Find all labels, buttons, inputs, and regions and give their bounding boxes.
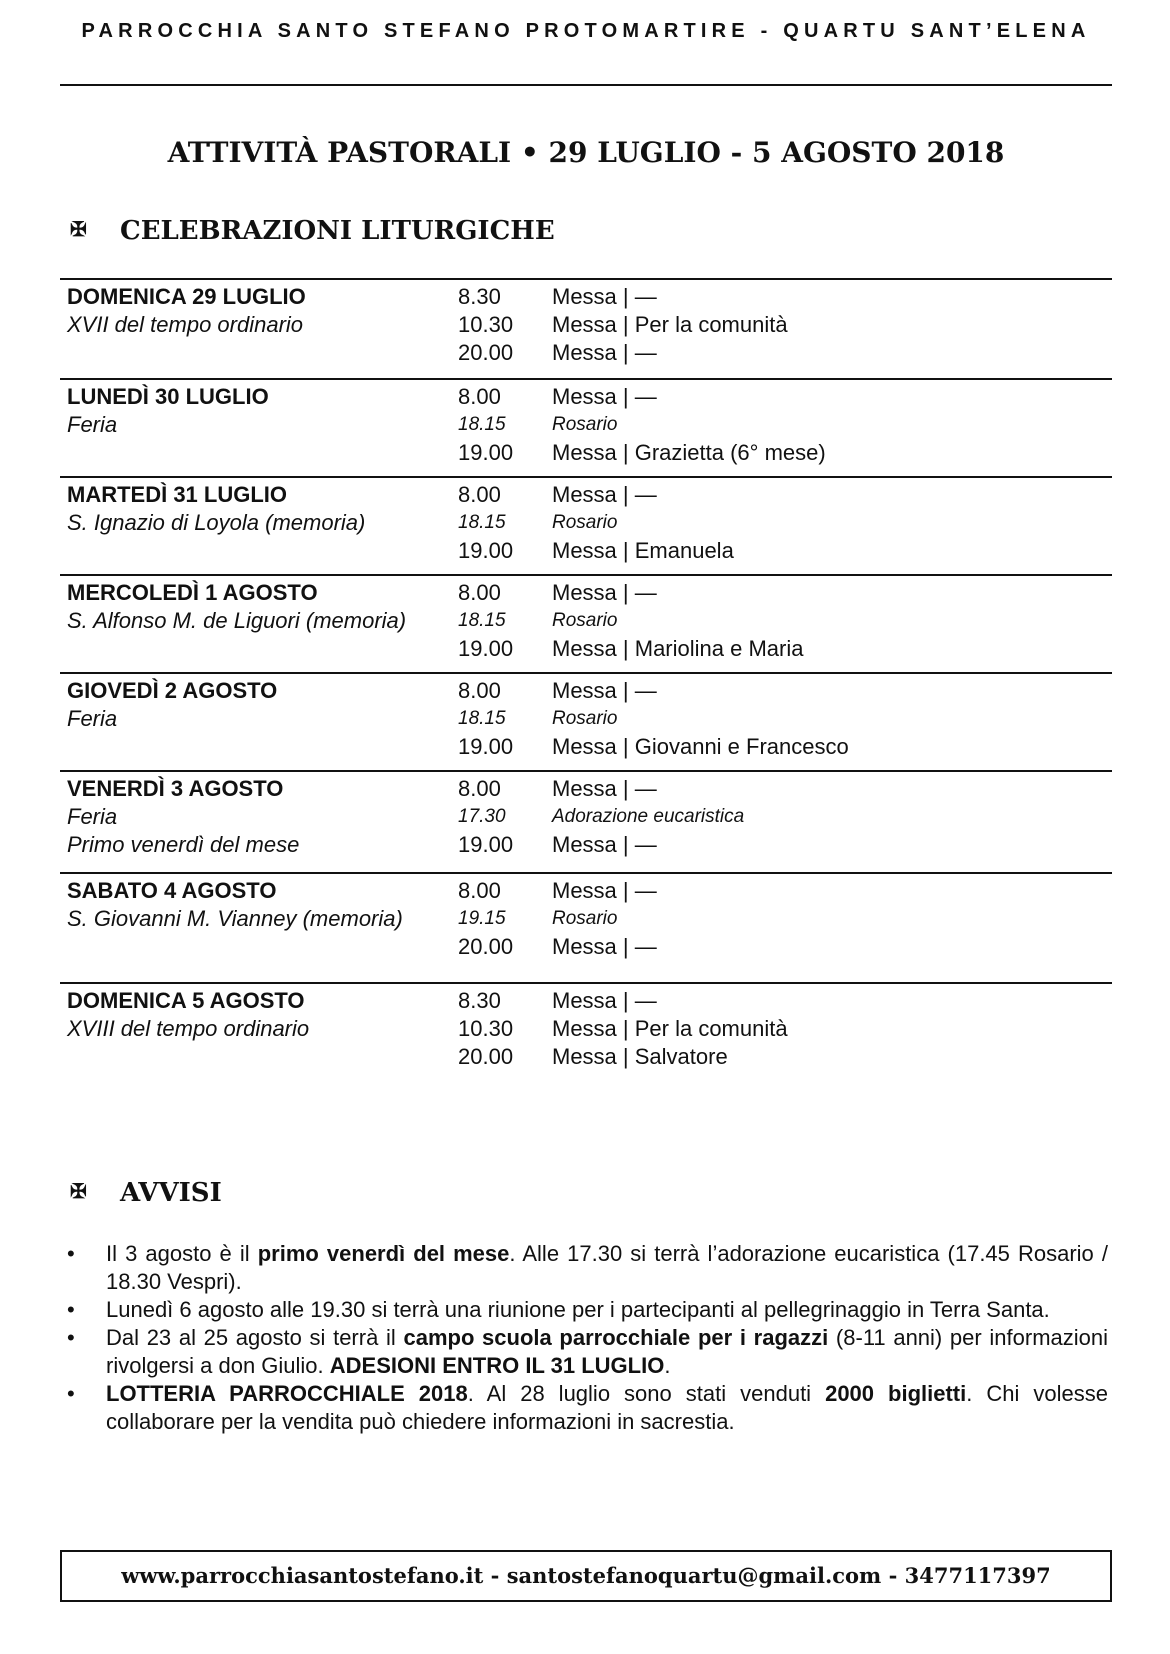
event-devotion: Rosario bbox=[552, 708, 618, 729]
event-mass: Messa | — bbox=[552, 988, 657, 1013]
schedule-row bbox=[67, 987, 1107, 1015]
notice-emphasis: LOTTERIA PARROCCHIALE 2018 bbox=[106, 1381, 468, 1406]
event-time: 8.00 bbox=[458, 776, 501, 801]
section-heading-celebrazioni bbox=[70, 216, 555, 246]
section-title: AVVISI bbox=[120, 1178, 222, 1208]
event-time: 19.00 bbox=[458, 538, 514, 563]
notice-item bbox=[64, 1240, 1108, 1296]
liturgical-note: Feria bbox=[67, 412, 118, 437]
maltese-cross-icon: ✠ bbox=[70, 1179, 87, 1203]
event-time: 19.00 bbox=[458, 636, 514, 661]
event-devotion: Rosario bbox=[552, 512, 618, 533]
notice-item bbox=[64, 1296, 1108, 1324]
section-heading-avvisi bbox=[70, 1178, 222, 1208]
notice-text: . bbox=[664, 1353, 671, 1378]
schedule-row bbox=[67, 933, 1107, 961]
event-time: 8.00 bbox=[458, 384, 501, 409]
notice-text: . Chi volesse collaborare per la vendita può chiedere informazioni in sacrestia. bbox=[106, 1381, 1108, 1434]
event-time: 8.30 bbox=[458, 988, 501, 1013]
notice-text: . Alle 17.30 si terrà l’adorazione eucaristica (17.45 Rosario / 18.30 Vespri). bbox=[106, 1241, 1108, 1294]
day-name: DOMENICA 29 LUGLIO bbox=[67, 284, 306, 309]
page-title: ATTIVITÀ PASTORALI • 29 LUGLIO - 5 AGOSTO 2018 bbox=[167, 136, 1005, 169]
event-mass: Messa | — bbox=[552, 878, 657, 903]
day-name: SABATO 4 AGOSTO bbox=[67, 878, 277, 903]
schedule-row bbox=[67, 803, 1107, 831]
event-mass: Messa | Emanuela bbox=[552, 538, 734, 563]
schedule-row bbox=[67, 509, 1107, 537]
bullet-icon: • bbox=[67, 1241, 75, 1266]
day-divider bbox=[60, 476, 1112, 478]
event-mass: Messa | — bbox=[552, 934, 657, 959]
schedule-row bbox=[67, 411, 1107, 439]
event-devotion: Rosario bbox=[552, 908, 618, 929]
footer-contacts: www.parrocchiasantostefano.it - santostefanoquartu@gmail.com - 3477117397 bbox=[121, 1563, 1051, 1588]
schedule-row bbox=[67, 1015, 1107, 1043]
event-mass: Messa | — bbox=[552, 832, 657, 857]
event-mass: Messa | — bbox=[552, 776, 657, 801]
schedule-row bbox=[67, 579, 1107, 607]
notice-emphasis: 2000 biglietti bbox=[825, 1381, 967, 1406]
contact-footer bbox=[60, 1550, 1112, 1602]
notice-text: Lunedì 6 agosto alle 19.30 si terrà una riunione per i partecipanti al pellegrinaggio in Terra Santa. bbox=[106, 1297, 1050, 1322]
schedule-row bbox=[67, 481, 1107, 509]
schedule-row bbox=[67, 339, 1107, 367]
event-mass: Messa | Grazietta (6° mese) bbox=[552, 440, 826, 465]
event-time: 18.15 bbox=[458, 512, 506, 533]
event-time: 17.30 bbox=[458, 806, 506, 827]
notice-text: (8-11 anni) per informazioni rivolgersi a don Giulio. bbox=[106, 1325, 1109, 1378]
schedule-row bbox=[67, 1043, 1107, 1071]
section-title: CELEBRAZIONI LITURGICHE bbox=[120, 216, 555, 246]
event-time: 8.00 bbox=[458, 678, 501, 703]
liturgical-note: S. Ignazio di Loyola (memoria) bbox=[67, 510, 366, 535]
event-time: 19.00 bbox=[458, 832, 514, 857]
schedule-row bbox=[67, 905, 1107, 933]
day-divider bbox=[60, 672, 1112, 674]
day-name: LUNEDÌ 30 LUGLIO bbox=[67, 384, 269, 409]
event-time: 10.30 bbox=[458, 1016, 514, 1041]
day-name: GIOVEDÌ 2 AGOSTO bbox=[67, 678, 278, 703]
event-mass: Messa | Per la comunità bbox=[552, 1016, 788, 1041]
bullet-icon: • bbox=[67, 1297, 75, 1322]
schedule-row bbox=[67, 705, 1107, 733]
event-time: 19.00 bbox=[458, 440, 514, 465]
liturgical-note: S. Alfonso M. de Liguori (memoria) bbox=[67, 608, 407, 633]
schedule-row bbox=[67, 537, 1107, 565]
event-time: 19.00 bbox=[458, 734, 514, 759]
event-devotion: Adorazione eucaristica bbox=[552, 806, 745, 827]
schedule-row bbox=[67, 831, 1107, 859]
notice-item bbox=[64, 1324, 1108, 1380]
schedule-row bbox=[67, 439, 1107, 467]
event-time: 8.00 bbox=[458, 580, 501, 605]
day-divider bbox=[60, 278, 1112, 280]
schedule-row bbox=[67, 311, 1107, 339]
schedule-row bbox=[67, 607, 1107, 635]
notice-text: Il 3 agosto è il bbox=[106, 1241, 258, 1266]
schedule-row bbox=[67, 733, 1107, 761]
event-time: 10.30 bbox=[458, 312, 514, 337]
schedule-row bbox=[67, 877, 1107, 905]
day-name: VENERDÌ 3 AGOSTO bbox=[67, 776, 284, 801]
day-name: DOMENICA 5 AGOSTO bbox=[67, 988, 305, 1013]
liturgical-note: Primo venerdì del mese bbox=[67, 832, 300, 857]
header-divider bbox=[60, 84, 1112, 86]
event-time: 18.15 bbox=[458, 708, 506, 729]
event-time: 8.00 bbox=[458, 878, 501, 903]
day-divider bbox=[60, 378, 1112, 380]
event-mass: Messa | — bbox=[552, 482, 657, 507]
event-mass: Messa | Giovanni e Francesco bbox=[552, 734, 849, 759]
event-mass: Messa | — bbox=[552, 284, 657, 309]
event-mass: Messa | — bbox=[552, 340, 657, 365]
event-devotion: Rosario bbox=[552, 610, 618, 631]
event-time: 8.00 bbox=[458, 482, 501, 507]
event-time: 20.00 bbox=[458, 340, 514, 365]
day-divider bbox=[60, 574, 1112, 576]
bullet-icon: • bbox=[67, 1325, 75, 1350]
liturgical-note: XVIII del tempo ordinario bbox=[67, 1016, 310, 1041]
parish-header: PARROCCHIA SANTO STEFANO PROTOMARTIRE - QUARTU SANT’ELENA bbox=[81, 20, 1091, 42]
event-time: 19.15 bbox=[458, 908, 506, 929]
event-mass: Messa | Salvatore bbox=[552, 1044, 728, 1069]
schedule-row bbox=[67, 383, 1107, 411]
liturgical-note: Feria bbox=[67, 706, 118, 731]
event-mass: Messa | — bbox=[552, 678, 657, 703]
day-name: MERCOLEDÌ 1 AGOSTO bbox=[67, 580, 318, 605]
event-time: 20.00 bbox=[458, 934, 514, 959]
notice-emphasis: campo scuola parrocchiale per i ragazzi bbox=[403, 1325, 829, 1350]
event-time: 8.30 bbox=[458, 284, 501, 309]
day-divider bbox=[60, 770, 1112, 772]
bullet-icon: • bbox=[67, 1381, 75, 1406]
schedule-row bbox=[67, 283, 1107, 311]
event-mass: Messa | Mariolina e Maria bbox=[552, 636, 804, 661]
notice-item bbox=[64, 1380, 1108, 1436]
event-mass: Messa | — bbox=[552, 580, 657, 605]
maltese-cross-icon: ✠ bbox=[70, 217, 87, 241]
notice-emphasis: primo venerdì del mese bbox=[257, 1241, 510, 1266]
day-divider bbox=[60, 982, 1112, 984]
notice-text: . Al 28 luglio sono stati venduti bbox=[467, 1381, 826, 1406]
event-time: 18.15 bbox=[458, 610, 506, 631]
schedule-row bbox=[67, 677, 1107, 705]
event-mass: Messa | Per la comunità bbox=[552, 312, 788, 337]
schedule-row bbox=[67, 635, 1107, 663]
liturgical-note: XVII del tempo ordinario bbox=[67, 312, 304, 337]
event-mass: Messa | — bbox=[552, 384, 657, 409]
liturgical-note: S. Giovanni M. Vianney (memoria) bbox=[67, 906, 403, 931]
event-time: 20.00 bbox=[458, 1044, 514, 1069]
schedule-row bbox=[67, 775, 1107, 803]
notices-list bbox=[64, 1240, 1108, 1436]
notice-text: Dal 23 al 25 agosto si terrà il bbox=[106, 1325, 404, 1350]
day-name: MARTEDÌ 31 LUGLIO bbox=[67, 482, 288, 507]
event-devotion: Rosario bbox=[552, 414, 618, 435]
notice-emphasis: ADESIONI ENTRO IL 31 LUGLIO bbox=[329, 1353, 665, 1378]
liturgical-note: Feria bbox=[67, 804, 118, 829]
day-divider bbox=[60, 872, 1112, 874]
event-time: 18.15 bbox=[458, 414, 506, 435]
